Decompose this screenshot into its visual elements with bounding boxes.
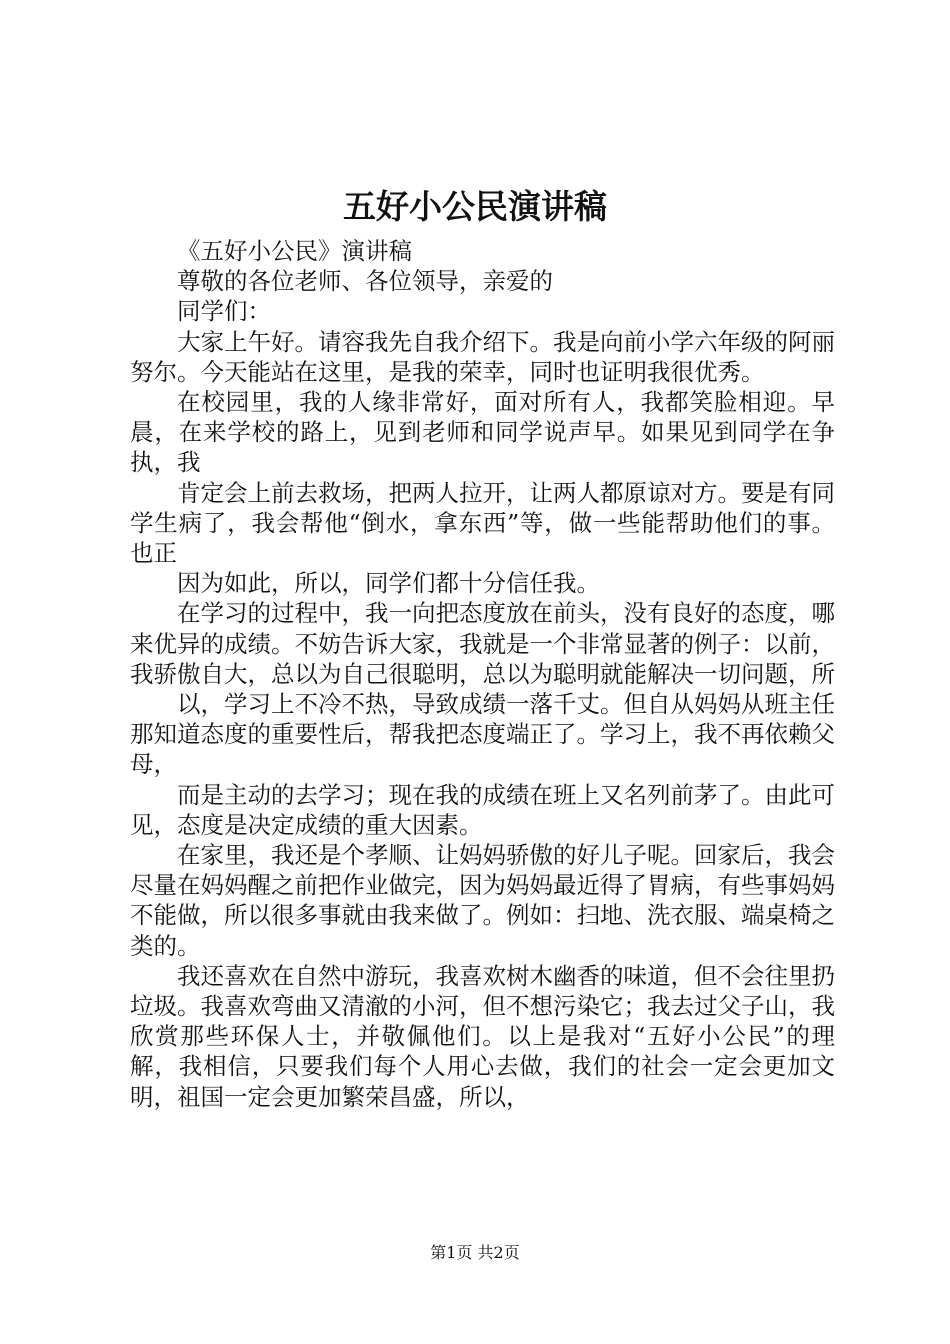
paragraph: 在校园里，我的人缘非常好，面对所有人，我都笑脸相迎。早晨，在来学校的路上，见到老师和同学说声早。如果见到同学在争执，我 — [130, 388, 835, 477]
paragraph: 而是主动的去学习；现在我的成绩在班上又名列前茅了。由此可见，态度是决定成绩的重大因素。 — [130, 780, 835, 839]
paragraph: 因为如此，所以，同学们都十分信任我。 — [177, 569, 600, 598]
paragraph: 在家里，我还是个孝顺、让妈妈骄傲的好儿子呢。回家后，我会尽量在妈妈醒之前把作业做完，因为妈妈最近得了胃病，有些事妈妈不能做，所以很多事就由我来做了。例如：扫地、洗衣服、端桌椅之类的。 — [130, 841, 835, 960]
paragraph: 《五好小公民》演讲稿 — [177, 237, 412, 265]
paragraph: 在学习的过程中，我一向把态度放在前头，没有良好的态度，哪来优异的成绩。不妨告诉大家，我就是一个非常显著的例子：以前，我骄傲自大，总以为自己很聪明，总以为聪明就能解决一切问题，所 — [130, 599, 835, 688]
document-body — [130, 236, 835, 1112]
paragraph: 肯定会上前去救场，把两人拉开，让两人都原谅对方。要是有同学生病了，我会帮他“倒水，拿东西”等，做一些能帮助他们的事。也正 — [130, 478, 835, 568]
paragraph: 我还喜欢在自然中游玩，我喜欢树木幽香的味道，但不会往里扔垃圾。我喜欢弯曲又清澈的小河，但不想污染它；我去过父子山，我欣赏那些环保人士，并敬佩他们。以上是我对“五好小公民”的理解，我相信，只要我们每个人用心去做，我们的社会一定会更加文明，祖国一定会更加繁荣昌盛，所以， — [130, 961, 835, 1111]
paragraph: 大家上午好。请容我先自我介绍下。我是向前小学六年级的阿丽努尔。今天能站在这里，是我的荣幸，同时也证明我很优秀。 — [130, 327, 835, 386]
paragraph: 以，学习上不冷不热，导致成绩一落千丈。但自从妈妈从班主任那知道态度的重要性后，帮我把态度端正了。学习上，我不再依赖父母， — [130, 690, 835, 779]
document-title: 五好小公民演讲稿 — [343, 187, 607, 226]
paragraph: 同学们： — [177, 297, 271, 326]
page-footer: 第1页 共2页 — [430, 1243, 520, 1262]
paragraph: 尊敬的各位老师、各位领导，亲爱的 — [177, 267, 553, 296]
